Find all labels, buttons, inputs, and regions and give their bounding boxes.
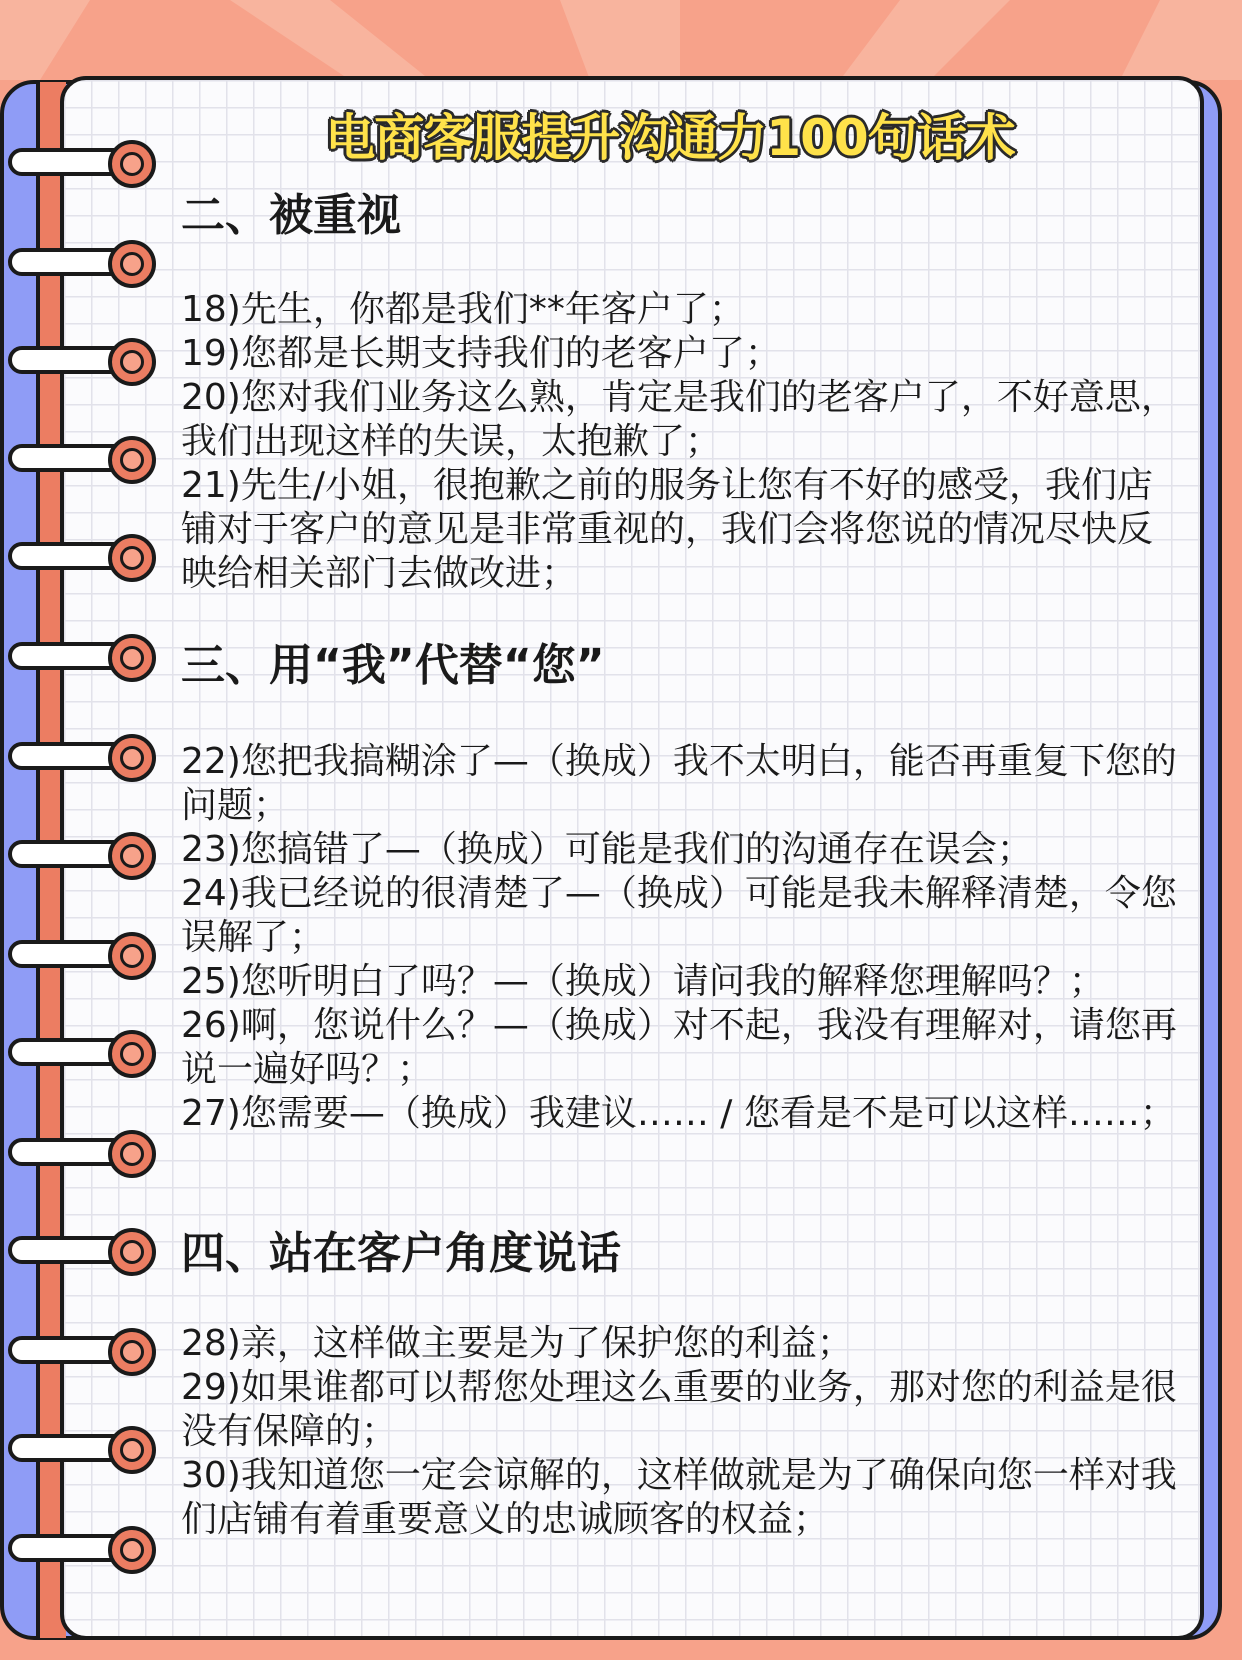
spiral-ring bbox=[8, 634, 158, 682]
section-items bbox=[181, 740, 1186, 1136]
spiral-ring bbox=[8, 1130, 158, 1178]
spiral-ring bbox=[8, 1426, 158, 1474]
list-item: 25)您听明白了吗？—（换成）请问我的解释您理解吗？； bbox=[181, 961, 1105, 1002]
spiral-ring bbox=[8, 338, 158, 386]
spiral-ring bbox=[8, 1030, 158, 1078]
spiral-ring bbox=[8, 734, 158, 782]
spiral-ring bbox=[8, 1228, 158, 1276]
spiral-ring bbox=[8, 534, 158, 582]
list-item: 20)您对我们业务这么熟，肯定是我们的老客户了，不好意思，我们出现这样的失误，太抱歉了； bbox=[181, 377, 1177, 462]
list-item: 21)先生/小姐，很抱歉之前的服务让您有不好的感受，我们店铺对于客户的意见是非常重视的，我们会将您说的情况尽快反映给相关部门去做改进； bbox=[181, 465, 1154, 594]
list-item: 23)您搞错了—（换成）可能是我们的沟通存在误会； bbox=[181, 829, 1033, 870]
list-item: 24)我已经说的很清楚了—（换成）可能是我未解释清楚，令您误解了； bbox=[181, 873, 1177, 958]
section-heading: 二、被重视 bbox=[181, 190, 401, 241]
list-item: 30)我知道您一定会谅解的，这样做就是为了确保向您一样对我们店铺有着重要意义的忠诚顾客的权益； bbox=[181, 1455, 1177, 1540]
list-item: 19)您都是长期支持我们的老客户了； bbox=[181, 333, 781, 374]
list-item: 18)先生，你都是我们**年客户了； bbox=[181, 289, 745, 330]
spiral-ring bbox=[8, 1526, 158, 1574]
list-item: 29)如果谁都可以帮您处理这么重要的业务，那对您的利益是很没有保障的； bbox=[181, 1367, 1177, 1452]
section-heading: 三、用“我”代替“您” bbox=[181, 640, 605, 691]
list-item: 22)您把我搞糊涂了—（换成）我不太明白，能否再重复下您的问题； bbox=[181, 741, 1177, 826]
list-item: 28)亲，这样做主要是为了保护您的利益； bbox=[181, 1323, 853, 1364]
list-item: 26)啊，您说什么？—（换成）对不起，我没有理解对，请您再说一遍好吗？； bbox=[181, 1005, 1177, 1090]
list-item: 27)您需要—（换成）我建议…… / 您看是不是可以这样……； bbox=[181, 1093, 1176, 1134]
spiral-ring bbox=[8, 832, 158, 880]
section-heading: 四、站在客户角度说话 bbox=[181, 1228, 621, 1279]
spiral-ring bbox=[8, 240, 158, 288]
section-items bbox=[181, 1322, 1186, 1542]
page-title: 电商客服提升沟通力100句话术 bbox=[325, 109, 1015, 167]
spiral-ring bbox=[8, 436, 158, 484]
section-items bbox=[181, 288, 1186, 596]
spiral-ring bbox=[8, 1328, 158, 1376]
spiral-ring bbox=[8, 932, 158, 980]
